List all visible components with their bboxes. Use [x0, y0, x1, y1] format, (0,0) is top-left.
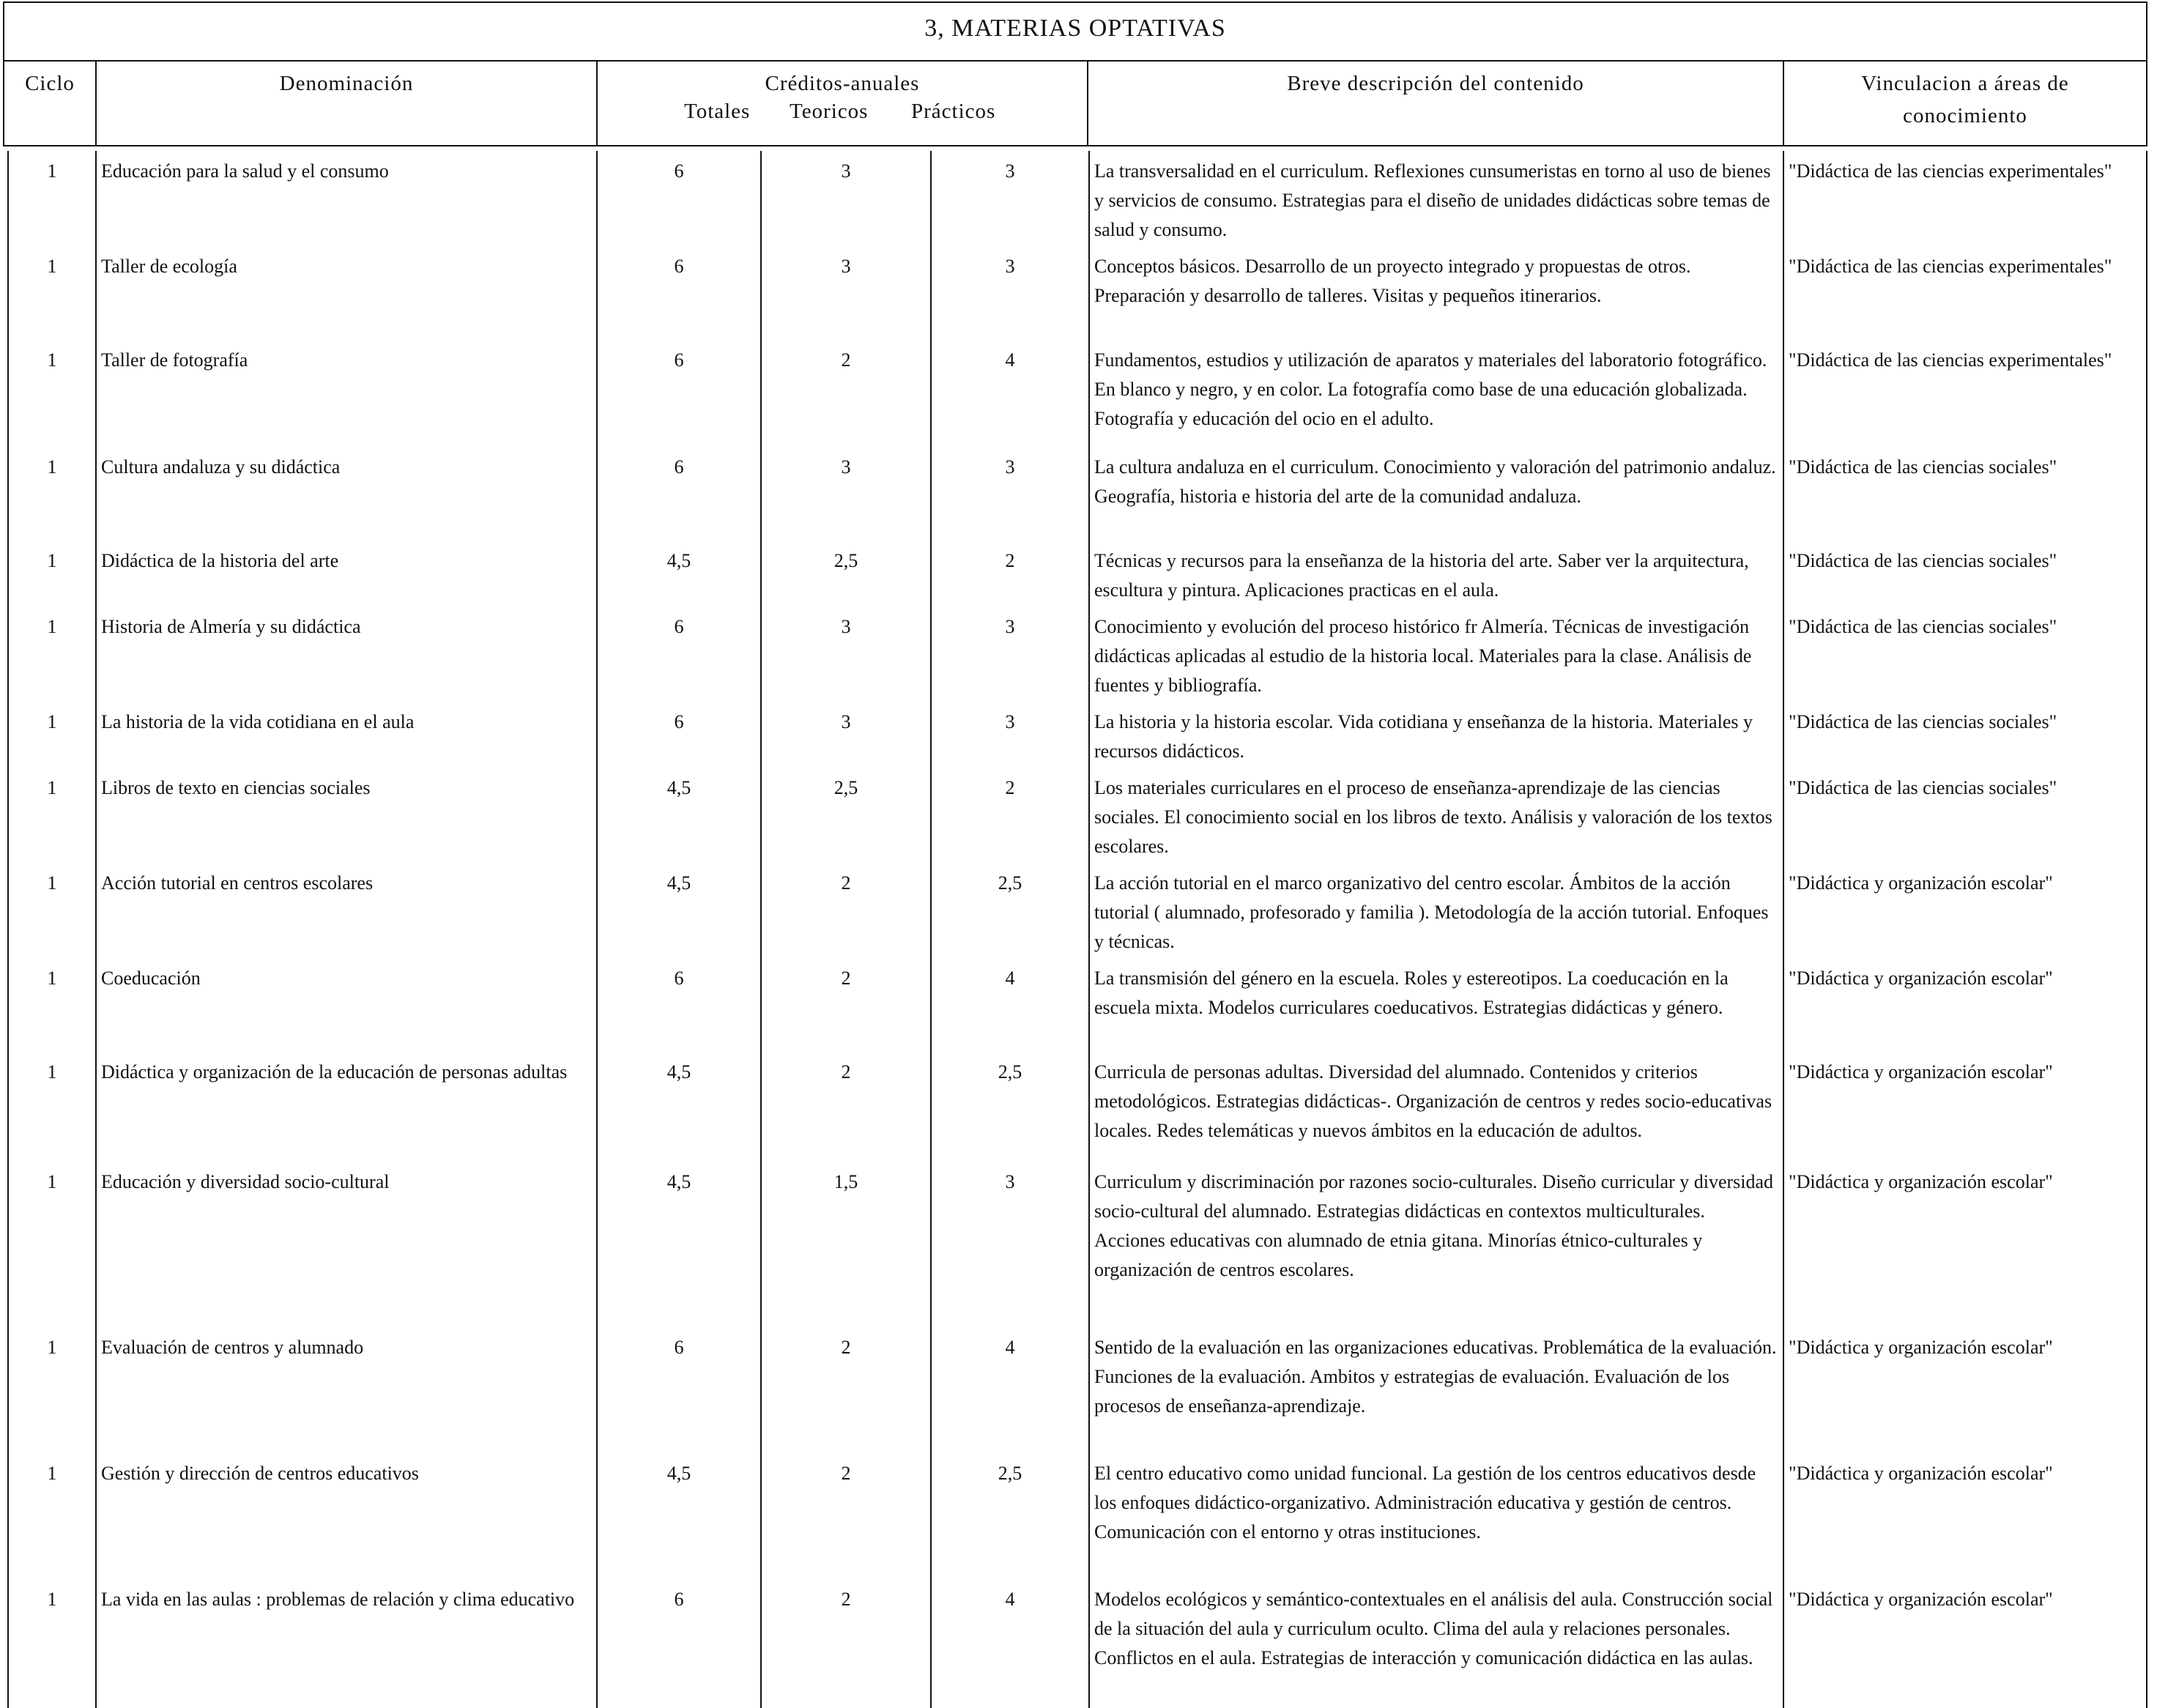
table-row [8, 958, 2147, 1052]
practicos-cell: 3 [931, 151, 1089, 246]
ciclo-cell: 1 [8, 1453, 96, 1579]
totales-cell: 6 [597, 246, 761, 340]
descripcion-cell: Curricula de personas adultas. Diversidad del alumnado. Contenidos y criterios metodológicos. Estrategias didácticas-. Organización de centros y redes socio-educativas locales. Redes telemáticas y nuevos ámbitos en la educación de adultos. [1089, 1052, 1783, 1162]
descripcion-cell: La acción tutorial en el marco organizativo del centro escolar. Ámbitos de la acción tutorial ( alumnado, profesorado y familia ). Metodología de la acción tutorial. Enfoques y técnicas. [1089, 863, 1783, 958]
vinculacion-cell: "Didáctica de las ciencias experimentales" [1783, 246, 2147, 340]
teoricos-cell: 2,5 [761, 768, 931, 863]
totales-cell: 4,5 [597, 863, 761, 958]
practicos-cell: 2 [931, 768, 1089, 863]
courses-table [7, 151, 2147, 1708]
teoricos-cell: 2,5 [761, 541, 931, 606]
vinculacion-cell: "Didáctica de las ciencias experimentales" [1783, 340, 2147, 447]
teoricos-cell: 3 [761, 447, 931, 541]
descripcion-cell: La transmisión del género en la escuela. Roles y estereotipos. La coeducación en la escuela mixta. Modelos curriculares coeducativos. Estrategias didácticas y género. [1089, 958, 1783, 1052]
totales-cell: 6 [597, 606, 761, 702]
header-practicos: Prácticos [911, 100, 996, 123]
courses-table-body [8, 151, 2147, 1708]
header-teoricos: Teoricos [790, 100, 869, 123]
table-row [8, 1453, 2147, 1579]
practicos-cell: 2 [931, 541, 1089, 606]
header-vinculacion-line1: Vinculacion a áreas de [1861, 72, 2069, 95]
descripcion-cell: Técnicas y recursos para la enseñanza de la historia del arte. Saber ver la arquitectura, escultura y pintura. Aplicaciones practicas en el aula. [1089, 541, 1783, 606]
header-descripcion-cell [1088, 62, 1784, 145]
ciclo-cell: 1 [8, 863, 96, 958]
table-row [8, 1162, 2147, 1327]
denominacion-cell: Taller de fotografía [96, 340, 597, 447]
descripcion-cell: Los materiales curriculares en el proceso de enseñanza-aprendizaje de las ciencias sociales. El conocimiento social en los libros de texto. Análisis y valoración de los textos escolares. [1089, 768, 1783, 863]
totales-cell: 6 [597, 447, 761, 541]
practicos-cell: 3 [931, 606, 1089, 702]
practicos-cell: 4 [931, 1579, 1089, 1708]
totales-cell: 6 [597, 958, 761, 1052]
denominacion-cell: Acción tutorial en centros escolares [96, 863, 597, 958]
denominacion-cell: Educación para la salud y el consumo [96, 151, 597, 246]
descripcion-cell: La cultura andaluza en el curriculum. Conocimiento y valoración del patrimonio andaluz. Geografía, historia e historia del arte de la comunidad andaluza. [1089, 447, 1783, 541]
header-vinculacion-cell [1784, 62, 2146, 145]
practicos-cell: 3 [931, 702, 1089, 768]
ciclo-cell: 1 [8, 958, 96, 1052]
teoricos-cell: 2 [761, 1453, 931, 1579]
teoricos-cell: 2 [761, 958, 931, 1052]
vinculacion-cell: "Didáctica y organización escolar" [1783, 863, 2147, 958]
ciclo-cell: 1 [8, 702, 96, 768]
totales-cell: 6 [597, 1327, 761, 1453]
totales-cell: 6 [597, 1579, 761, 1708]
vinculacion-cell: "Didáctica de las ciencias sociales" [1783, 541, 2147, 606]
ciclo-cell: 1 [8, 1162, 96, 1327]
table-row [8, 768, 2147, 863]
page-title: 3, MATERIAS OPTATIVAS [924, 15, 1226, 42]
denominacion-cell: Taller de ecología [96, 246, 597, 340]
ciclo-cell: 1 [8, 246, 96, 340]
ciclo-cell: 1 [8, 447, 96, 541]
vinculacion-cell: "Didáctica y organización escolar" [1783, 1052, 2147, 1162]
vinculacion-cell: "Didáctica y organización escolar" [1783, 1162, 2147, 1327]
table-row [8, 702, 2147, 768]
table-row [8, 541, 2147, 606]
vinculacion-cell: "Didáctica y organización escolar" [1783, 1579, 2147, 1708]
totales-cell: 4,5 [597, 1453, 761, 1579]
denominacion-cell: Evaluación de centros y alumnado [96, 1327, 597, 1453]
descripcion-cell: La transversalidad en el curriculum. Reflexiones cunsumeristas en torno al uso de bienes y servicios de consumo. Estrategias para el diseño de unidades didácticas sobre temas de salud y consumo. [1089, 151, 1783, 246]
practicos-cell: 4 [931, 958, 1089, 1052]
denominacion-cell: Historia de Almería y su didáctica [96, 606, 597, 702]
vinculacion-cell: "Didáctica de las ciencias sociales" [1783, 606, 2147, 702]
descripcion-cell: Conocimiento y evolución del proceso histórico fr Almería. Técnicas de investigación didácticas aplicadas al estudio de la historia local. Materiales para la clase. Análisis de fuentes y bibliografía. [1089, 606, 1783, 702]
vinculacion-cell: "Didáctica y organización escolar" [1783, 1327, 2147, 1453]
table-row [8, 863, 2147, 958]
ciclo-cell: 1 [8, 1327, 96, 1453]
totales-cell: 4,5 [597, 541, 761, 606]
descripcion-cell: Fundamentos, estudios y utilización de aparatos y materiales del laboratorio fotográfico. En blanco y negro, y en color. La fotografía como base de una educación globalizada. Fotografía y educación del ocio en el adulto. [1089, 340, 1783, 447]
table-header [3, 60, 2147, 146]
vinculacion-cell: "Didáctica y organización escolar" [1783, 1453, 2147, 1579]
descripcion-cell: Modelos ecológicos y semántico-contextuales en el análisis del aula. Construcción social de la situación del aula y curriculum oculto. Clima del aula y relaciones personales. Conflictos en el aula. Estrategias de interacción y comunicación didáctica en las aulas. [1089, 1579, 1783, 1708]
descripcion-cell: Curriculum y discriminación por razones socio-culturales. Diseño curricular y diversidad socio-cultural del alumnado. Estrategias didácticas en contextos multiculturales. Acciones educativas con alumnado de etnia gitana. Minorías étnico-culturales y organización de centros escolares. [1089, 1162, 1783, 1327]
document-sheet [3, 1, 2150, 1679]
denominacion-cell: Libros de texto en ciencias sociales [96, 768, 597, 863]
ciclo-cell: 1 [8, 606, 96, 702]
practicos-cell: 3 [931, 447, 1089, 541]
header-ciclo: Ciclo [25, 72, 75, 95]
ciclo-cell: 1 [8, 1052, 96, 1162]
vinculacion-cell: "Didáctica y organización escolar" [1783, 958, 2147, 1052]
teoricos-cell: 2 [761, 863, 931, 958]
vinculacion-cell: "Didáctica de las ciencias sociales" [1783, 447, 2147, 541]
totales-cell: 6 [597, 151, 761, 246]
header-totales: Totales [684, 100, 751, 123]
totales-cell: 4,5 [597, 768, 761, 863]
teoricos-cell: 3 [761, 151, 931, 246]
vinculacion-cell: "Didáctica de las ciencias sociales" [1783, 768, 2147, 863]
practicos-cell: 3 [931, 1162, 1089, 1327]
table-row [8, 447, 2147, 541]
teoricos-cell: 3 [761, 606, 931, 702]
practicos-cell: 4 [931, 340, 1089, 447]
header-denominacion-cell [97, 62, 598, 145]
teoricos-cell: 2 [761, 1327, 931, 1453]
teoricos-cell: 2 [761, 1052, 931, 1162]
vinculacion-cell: "Didáctica de las ciencias experimentales" [1783, 151, 2147, 246]
ciclo-cell: 1 [8, 1579, 96, 1708]
practicos-cell: 4 [931, 1327, 1089, 1453]
descripcion-cell: Sentido de la evaluación en las organizaciones educativas. Problemática de la evaluación. Funciones de la evaluación. Ambitos y estrategias de evaluación. Evaluación de los procesos de enseñanza-aprendizaje. [1089, 1327, 1783, 1453]
descripcion-cell: Conceptos básicos. Desarrollo de un proyecto integrado y propuestas de otros. Preparación y desarrollo de talleres. Visitas y pequeños itinerarios. [1089, 246, 1783, 340]
ciclo-cell: 1 [8, 151, 96, 246]
header-vinculacion-line2: conocimiento [1903, 104, 2027, 127]
ciclo-cell: 1 [8, 768, 96, 863]
table-row [8, 1052, 2147, 1162]
teoricos-cell: 3 [761, 702, 931, 768]
header-creditos: Créditos-anuales [765, 72, 920, 95]
teoricos-cell: 2 [761, 340, 931, 447]
totales-cell: 6 [597, 340, 761, 447]
teoricos-cell: 3 [761, 246, 931, 340]
teoricos-cell: 2 [761, 1579, 931, 1708]
ciclo-cell: 1 [8, 541, 96, 606]
denominacion-cell: Gestión y dirección de centros educativos [96, 1453, 597, 1579]
denominacion-cell: La historia de la vida cotidiana en el aula [96, 702, 597, 768]
denominacion-cell: Didáctica de la historia del arte [96, 541, 597, 606]
table-row [8, 151, 2147, 246]
header-descripcion: Breve descripción del contenido [1287, 72, 1584, 95]
practicos-cell: 2,5 [931, 1453, 1089, 1579]
header-creditos-cell [598, 62, 1088, 145]
table-row [8, 606, 2147, 702]
denominacion-cell: La vida en las aulas : problemas de relación y clima educativo [96, 1579, 597, 1708]
practicos-cell: 2,5 [931, 1052, 1089, 1162]
totales-cell: 4,5 [597, 1162, 761, 1327]
header-vinculacion [1784, 62, 2146, 132]
teoricos-cell: 1,5 [761, 1162, 931, 1327]
practicos-cell: 3 [931, 246, 1089, 340]
denominacion-cell: Educación y diversidad socio-cultural [96, 1162, 597, 1327]
table-row [8, 1579, 2147, 1708]
vinculacion-cell: "Didáctica de las ciencias sociales" [1783, 702, 2147, 768]
denominacion-cell: Didáctica y organización de la educación de personas adultas [96, 1052, 597, 1162]
descripcion-cell: La historia y la historia escolar. Vida cotidiana y enseñanza de la historia. Materiales y recursos didácticos. [1089, 702, 1783, 768]
table-row [8, 246, 2147, 340]
descripcion-cell: El centro educativo como unidad funcional. La gestión de los centros educativos desde los enfoques didáctico-organizativo. Administración educativa y gestión de centros. Comunicación con el entorno y otras instituciones. [1089, 1453, 1783, 1579]
denominacion-cell: Coeducación [96, 958, 597, 1052]
totales-cell: 4,5 [597, 1052, 761, 1162]
table-row [8, 340, 2147, 447]
table-row [8, 1327, 2147, 1453]
ciclo-cell: 1 [8, 340, 96, 447]
practicos-cell: 2,5 [931, 863, 1089, 958]
totales-cell: 6 [597, 702, 761, 768]
header-denominacion: Denominación [279, 72, 414, 95]
denominacion-cell: Cultura andaluza y su didáctica [96, 447, 597, 541]
title-box [3, 1, 2147, 60]
header-ciclo-cell [4, 62, 97, 145]
